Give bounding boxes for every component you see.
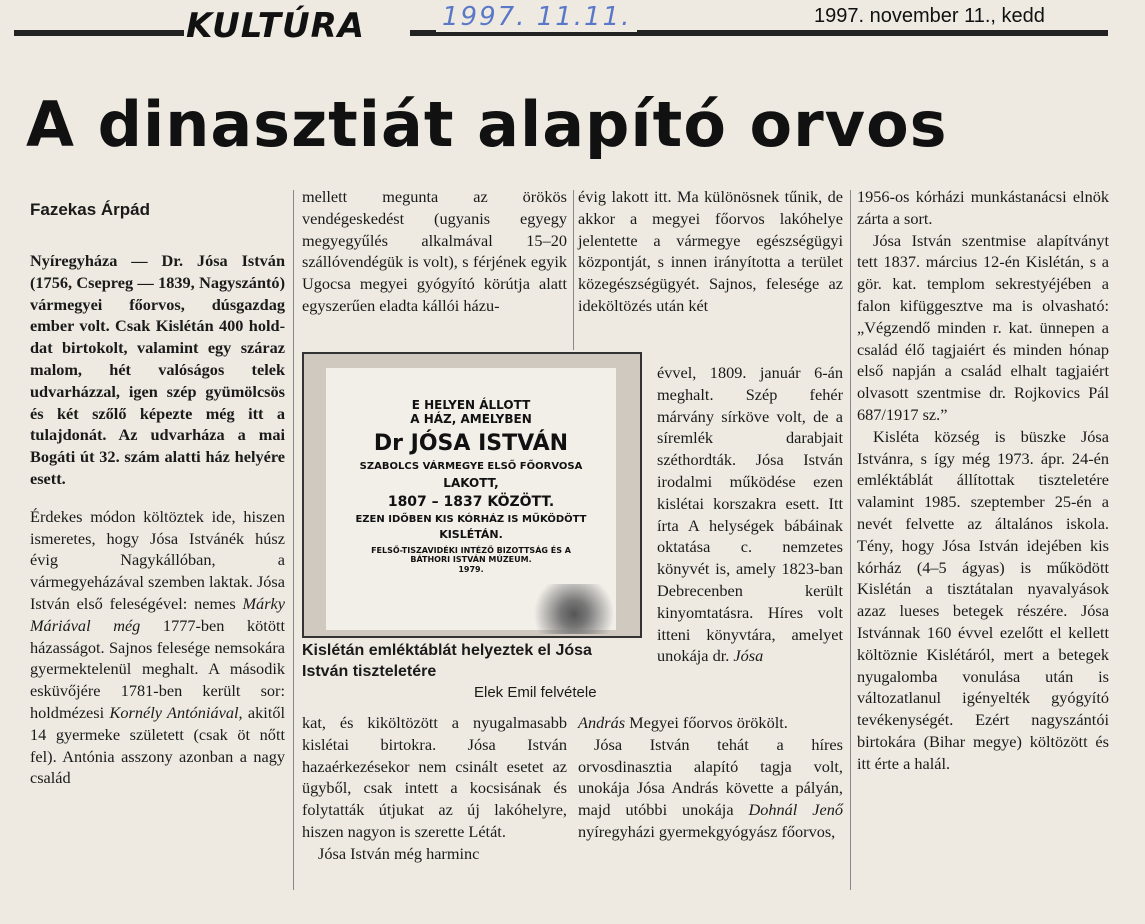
header-rule-left (14, 30, 184, 36)
foliage (534, 584, 634, 634)
article-column-2 (302, 186, 567, 317)
article-column-4 (857, 186, 1109, 775)
paragraph: Jósa István tehát a híres orvosdinasztia alapító tagja volt, unokája Jósa András követte a pályán, majd utóbbi unokája Dohnál Jenő nyíregyházi gyermekgyógyász főorvos, (578, 734, 843, 841)
paragraph: Kisléta község is büszke Jósa Istvánra, s így még 1973. ápr. 24-én emléktáblát állítottak tiszteletére valamint 1985. szeptember 25-én a nevét felvette az általános iskola. Tény, hogy Jósa István idejében kis kórház (4–5 ágyas) is működött Kislétán a tisztátalan nyavalyások azaz lueses betegek részére. Jósa Istvánnak 160 évvel ezelőtt el kellett költöznie Kislétáról, mert a betegek nyugalomba vonulása után is változatlanul igényelték gyógyító tevékenységét. Ezért nagyszántói birtokára (Bihar megye) költözött és itt érte a halál. (857, 426, 1109, 773)
byline: Fazekas Árpád (30, 200, 150, 219)
paragraph: Jósa István még harminc (318, 843, 480, 863)
paragraph: Jósa István szentmise alapítványt tett 1837. március 12-én Kislétán, s a gör. kat. templom sekrestyéjében a falon kifüggesztve ma is olvasható: „Végzendő minden r. kat. ünnepen a család élő tagjaiért és minden hónap első napján a család elhalt tagjaiért olvasott szentmise dr. Rojkovics Pál 687/1917 sz.” (857, 230, 1109, 424)
paragraph: évig lakott itt. Ma különösnek tűnik, de akkor a megyei főorvos lakóhelye jelentette a vármegye egészségügyi központját, s innen irányította a terület közegészségügyét. Sajnos, felesége az ideköltözés után két (578, 187, 843, 315)
paragraph: András Megyei főorvos örökölt. (578, 713, 788, 732)
headline: A dinasztiát alapító orvos (26, 88, 948, 161)
column-divider (573, 190, 574, 350)
article-column-3 (578, 186, 843, 317)
paragraph: mellett megunta az örökös vendégeskedést (ugyanis egyegy megyegyűlés alkalmával 15–20 szállóvendégük is volt), s férjének egyik Ugocsa megyei gyógyító körútja alatt egyszerűen eladta kállói házu- (302, 187, 567, 315)
handwritten-date: 1997. 11.11. (436, 2, 637, 32)
article-column-2-bottom (302, 712, 567, 865)
column-divider (850, 190, 851, 890)
paragraph: Érdekes módon költöztek ide, hiszen ismeretes, hogy Jósa Istvánék húsz évig Nagykállóban, a vármegyeházával szemben laktak. Jósa István első feleségével: nemes Márky Máriával még 1777-ben kötött házasságot. Sajnos felesége nemsokára gyermektelenül meghalt. A második esküvőjére 1781-ben került sor: holdmézesi Kornély Antóniával, akitől 14 gyermeke született (csak öt nőtt fel). Antónia asszony azonban a nagy család (30, 506, 286, 788)
section-title: KULTÚRA (186, 6, 366, 46)
memorial-plaque: E HELYEN ÁLLOTT A HÁZ, AMELYBEN Dr JÓSA ISTVÁN SZABOLCS VÁRMEGYE ELSŐ FŐORVOSA LAKOTT, 1807 – 1837 KÖZÖTT. EZEN IDŐBEN KIS KÓRHÁZ IS MŰKÖDÖTT KISLÉTÁN. FELSŐ-TISZAVIDÉKI INTÉZŐ BIZOTTSÁG ÉS A BÁTHORI ISTVÁN MÚZEUM. 1979. (326, 368, 616, 630)
dateline: 1997. november 11., kedd (810, 5, 1049, 28)
column-divider (293, 190, 294, 890)
article-column-3-bottom (578, 712, 843, 843)
plaque-photo (302, 352, 642, 638)
article-column-3-narrow (657, 362, 843, 667)
article-column-1 (30, 250, 285, 789)
paragraph: 1956-os kórházi munkástanácsi elnök zárta a sort. (857, 187, 1109, 228)
paragraph: évvel, 1809. január 6-án meghalt. Szép fehér márvány sírköve volt, de a síremlék darabjait széthordták. Jósa István irodalmi működése ezen kislétai korszakra esett. Itt írta A helységek bábáinak oktatása c. nemzetes könyvét is, amely 1823-ban Debrecenben került kinyomtatásra. Híres volt itteni könyvtára, amelyet unokája dr. Jósa (657, 363, 843, 666)
lead-paragraph: Nyíregyháza — Dr. Jósa István (1756, Csepreg — 1839, Nagyszántó) vármegyei főorvos, dúsgazdag ember volt. Csak Kislétán 400 holddat birtokolt, valamint egy száraz malom, hét valóságos telek udvarházzal, igen szép gyümölcsös és két szőlő képezte még itt a tulajdonát. Az udvarháza a mai Bogáti út 32. szám alatti ház helyére esett. (30, 251, 285, 488)
paragraph: kat, és kiköltözött a nyugalmasabb kislétai birtokra. Jósa István hazaérkezésekor nem csinált esetet az ügyből, csak intett a kocsisának és folytatták útjukat az új lakóhelyre, hiszen nagyon is szerette Létát. (302, 713, 567, 841)
photo-credit: Elek Emil felvétele (474, 684, 597, 701)
photo-caption: Kislétán emléktáblát helyeztek el Jósa István tiszteletére (302, 642, 592, 680)
